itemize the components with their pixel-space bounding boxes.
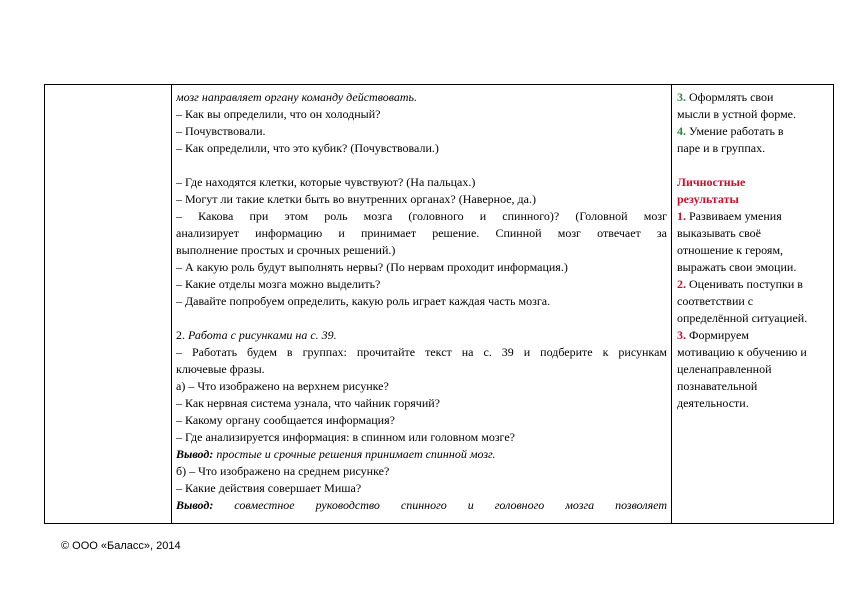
lesson-table (44, 84, 834, 524)
spacer (176, 310, 667, 327)
question-line: – Давайте попробуем определить, какую роль играет каждая часть мозга. (176, 294, 551, 308)
question-line: – А какую роль будут выполнять нервы? (По нервам проходит информация.) (176, 260, 568, 274)
result-number: 3. (677, 90, 686, 104)
question-line: – Как нервная система узнала, что чайник горячий? (176, 396, 440, 410)
text-line: мозг направляет органу команду действовать. (176, 90, 418, 104)
result-text: Развиваем умения (686, 209, 782, 223)
result-number: 4. (677, 124, 686, 138)
result-text: паре и в группах. (677, 141, 766, 155)
instruction-line: – Работать будем в группах: прочитайте текст на с. 39 и подберите к рисункам (176, 345, 667, 359)
result-text: соответствии с (677, 294, 754, 308)
spacer (176, 157, 667, 174)
result-number: 3. (677, 328, 686, 342)
section-title: Работа с рисунками на с. 39. (188, 328, 337, 342)
result-text: познавательной (677, 379, 758, 393)
result-text: мысли в устной форме. (677, 107, 796, 121)
result-text: Оценивать поступки в (686, 277, 803, 291)
section-number: 2. (176, 328, 188, 342)
result-text: выражать свои эмоции. (677, 260, 797, 274)
personal-results-heading: Личностные (677, 175, 746, 189)
result-item (677, 327, 829, 344)
result-number: 2. (677, 277, 686, 291)
section-heading (176, 327, 667, 344)
result-item (677, 208, 829, 225)
result-text: Умение работать в (686, 124, 784, 138)
result-text: мотивацию к обучению и (677, 345, 807, 359)
text-line: анализирует информацию и принимает решение. Спинной мозг отвечает за (176, 226, 667, 240)
copyright-footer: © ООО «Баласс», 2014 (61, 540, 181, 552)
result-item (677, 276, 829, 293)
question-line: – Могут ли такие клетки быть во внутренних органах? (Наверное, да.) (176, 192, 536, 206)
conclusion-text: совместное руководство спинного и головного мозга позволяет (213, 498, 667, 512)
result-text: целенаправленной (677, 362, 772, 376)
question-line: – Где находятся клетки, которые чувствуют? (На пальцах.) (176, 175, 476, 189)
question-line: – Какие действия совершает Миша? (176, 481, 362, 495)
conclusion-line (176, 497, 667, 514)
result-item (677, 89, 829, 106)
question-line: – Какова при этом роль мозга (головного и спинного)? (Головной мозг (176, 209, 667, 223)
question-line: б) – Что изображено на среднем рисунке? (176, 464, 390, 478)
answer-line: – Почувствовали. (176, 124, 266, 138)
personal-results-heading: результаты (677, 192, 739, 206)
result-text: деятельности. (677, 396, 749, 410)
conclusion-label: Вывод: (176, 498, 214, 512)
text-line: выполнение простых и срочных решений.) (176, 243, 396, 257)
conclusion-line (176, 446, 667, 463)
results-column (672, 85, 833, 523)
result-item (677, 123, 829, 140)
stage-column (45, 85, 172, 523)
result-text: Формируем (686, 328, 749, 342)
result-text: определённой ситуацией. (677, 311, 808, 325)
question-line: – Как вы определили, что он холодный? (176, 107, 381, 121)
text-line: ключевые фразы. (176, 362, 265, 376)
conclusion-label: Вывод: (176, 447, 214, 461)
result-number: 1. (677, 209, 686, 223)
result-text: Оформлять свои (686, 90, 774, 104)
question-line: – Какие отделы мозга можно выделить? (176, 277, 381, 291)
conclusion-text: простые и срочные решения принимает спинной мозг. (213, 447, 496, 461)
spacer (677, 157, 829, 174)
activity-column (172, 85, 672, 523)
question-line: – Где анализируется информация: в спинном или головном мозге? (176, 430, 515, 444)
question-line: а) – Что изображено на верхнем рисунке? (176, 379, 389, 393)
result-text: отношение к героям, (677, 243, 784, 257)
question-line: – Как определили, что это кубик? (Почувствовали.) (176, 141, 439, 155)
result-text: выказывать своё (677, 226, 761, 240)
question-line: – Какому органу сообщается информация? (176, 413, 395, 427)
